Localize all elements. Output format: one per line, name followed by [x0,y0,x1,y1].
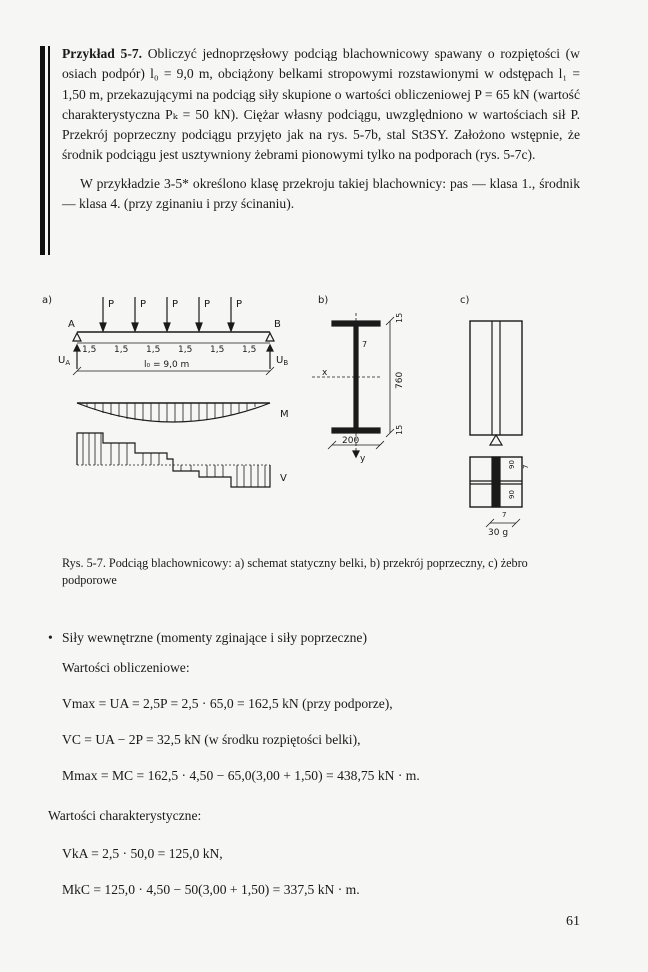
example-heading: Przykład 5-7. [62,46,143,61]
spacing-3: 1,5 [146,345,161,355]
load-label-3: P [172,299,179,310]
section-heading [48,630,367,646]
stiffener-dim-3: 7 [522,464,530,469]
support-a-label: A [68,319,75,330]
web-dim: 7 [362,340,368,349]
axis-y-label: y [360,454,366,464]
spacing-2: 1,5 [114,345,129,355]
load-arrows [100,297,234,331]
spacing-6: 1,5 [242,345,257,355]
reaction-a-label: $U_A$ [58,355,71,367]
panel-c-label: c) [460,295,470,306]
section-heading-text: Siły wewnętrzne (momenty zginające i siły poprzeczne) [62,630,367,645]
bullet-icon: • [48,630,53,645]
axis-x-label: x [322,368,328,378]
caption-text: Podciąg blachownicowy: a) schemat statyczny belki, b) przekrój poprzeczny, c) żebro podporowe [62,556,528,587]
page-number: 61 [566,914,580,929]
stiffener-dim-4: 7 [502,511,507,519]
stiffener-elevation [470,321,522,435]
stiffener-support [490,435,502,445]
caption-prefix: Rys. 5-7. [62,556,106,570]
flange-width-dim: 200 [342,436,360,446]
shear-hatch [83,433,265,487]
figure-5-7 [40,285,600,545]
shear-label: V [280,473,287,484]
load-label-1: P [108,299,115,310]
equation-3: Mmax = MC = 162,5 · 4,50 − 65,0(3,00 + 1,50) = 438,75 kN · m. [62,768,420,783]
design-values-label: Wartości obliczeniowe: [62,660,190,675]
span-label: l₀ = 9,0 m [144,360,190,370]
stiffener-dim-5: 30 g [488,528,509,538]
example-paragraph-2: W przykładzie 3-5* określono klasę przekroju takiej blachownicy: pas — klasa 1., środnik — klasa 4. (przy zginaniu i przy ścinaniu). [62,175,580,212]
equation-5: MkC = 125,0 · 4,50 − 50(3,00 + 1,50) = 337,5 kN · m. [62,882,360,897]
equation-4: VkA = 2,5 · 50,0 = 125,0 kN, [62,846,223,861]
support-left [73,333,81,341]
moment-curve [77,403,270,422]
stiffener-dim-1: 90 [508,460,516,469]
moment-hatch [87,403,255,422]
support-right [266,333,274,341]
stiffener-dim-2: 90 [508,490,516,499]
example-block [62,44,580,214]
example-body: Obliczyć jednoprzęsłowy podciąg blachownicowy spawany o rozpiętości (w osiach podpór) l₀ = 9,0 m, obciążony belkami stropowymi rozstawionymi w odstępach l₁ = 1,50 m, przekazującymi na podciąg siły skupione o wartości obliczeniowej P = 65 kN (wartość charakterystyczna Pₖ = 50 kN). Ciężar własny podciągu, uwzględniono w wartościach sił P. Przekrój poprzeczny podciągu przyjęto jak na rys. 5-7b, stal St3SY. Założono wstępnie, że środnik podciągu jest usztywniony żebrami pionowymi tylko na podporach (rys. 5-7c). [62,46,580,163]
support-b-label: B [274,319,281,330]
top-flange-dim: 15 [395,312,404,323]
panel-a-label: a) [42,295,53,306]
spacing-4: 1,5 [178,345,193,355]
example-paragraph [62,44,580,166]
load-label-5: P [236,299,243,310]
panel-b-label: b) [318,295,329,306]
char-values-label: Wartości charakterystyczne: [48,808,202,823]
figure-drawing [40,285,600,545]
figure-caption [62,555,582,589]
equation-2: VC = UA − 2P = 32,5 kN (w środku rozpiętości belki), [62,732,361,747]
reaction-b-label: $U_B$ [276,355,289,367]
moment-label: M [280,409,289,420]
shear-diagram [77,433,270,487]
height-dim: 760 [395,371,405,389]
spacing-1: 1,5 [82,345,97,355]
load-label-2: P [140,299,147,310]
bottom-flange-dim: 15 [395,424,404,435]
margin-bar-thick [40,46,45,255]
equation-1: Vmax = UA = 2,5P = 2,5 · 65,0 = 162,5 kN (przy podporze), [62,696,393,711]
load-label-4: P [204,299,211,310]
spacing-5: 1,5 [210,345,225,355]
margin-bar-thin [48,46,50,255]
